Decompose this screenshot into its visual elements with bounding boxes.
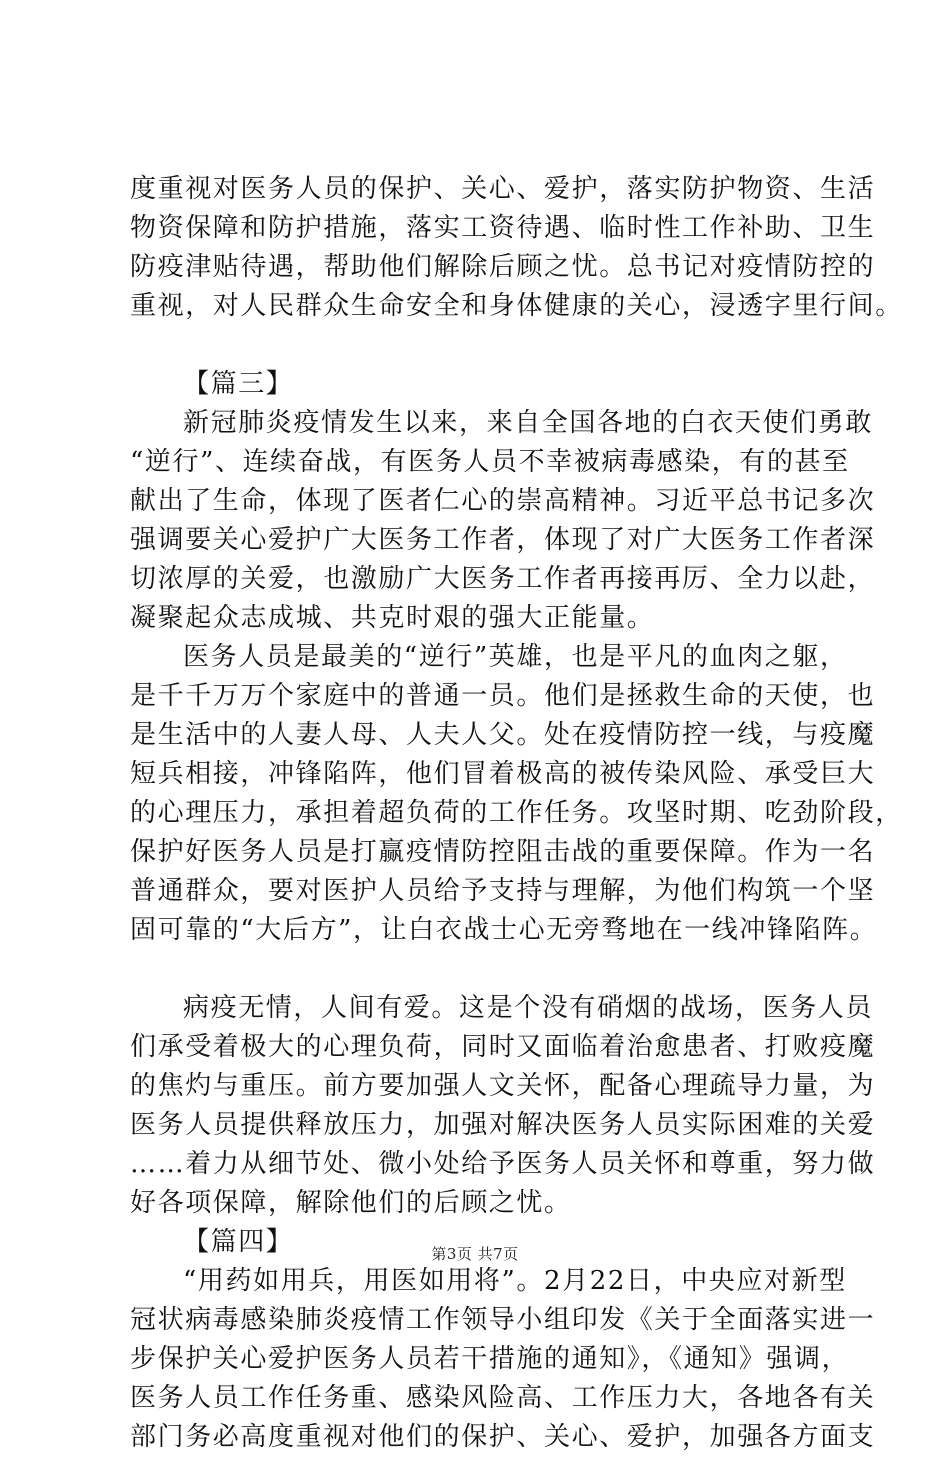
text-line: 医务人员工作任务重、感染风险高、工作压力大，各地各有关 [130,1383,876,1413]
text-line: 重视，对人民群众生命安全和身体健康的关心，浸透字里行间。 [130,291,903,321]
page-number-footer: 第3页 共7页 [431,1245,519,1263]
paragraph-gap [130,950,830,989]
text-line: 防疫津贴待遇，帮助他们解除后顾之忧。总书记对疫情防控的 [130,252,876,282]
text-line: 们承受着极大的心理负荷，同时又面临着治愈患者、打败疫魔 [130,1032,876,1062]
text-line: 保护好医务人员是打赢疫情防控阻击战的重要保障。作为一名 [130,837,876,867]
text-line: ……着力从细节处、微小处给予医务人员关怀和尊重，努力做 [130,1149,876,1179]
text-line: 献出了生命，体现了医者仁心的崇高精神。习近平总书记多次 [130,486,876,516]
text-line: 的焦灼与重压。前方要加强人文关怀，配备心理疏导力量，为 [130,1071,876,1101]
text-line: 物资保障和防护措施，落实工资待遇、临时性工作补助、卫生 [130,213,876,243]
text-line: 度重视对医务人员的保护、关心、爱护，落实防护物资、生活 [130,174,876,204]
text-line: 新冠肺炎疫情发生以来，来自全国各地的白衣天使们勇敢 [183,408,874,438]
text-line: 强调要关心爱护广大医务工作者，体现了对广大医务工作者深 [130,525,876,555]
section-heading: 【篇四】 [183,1227,294,1257]
text-line: 短兵相接，冲锋陷阵，他们冒着极高的被传染风险、承受巨大 [130,759,876,789]
section-heading: 【篇三】 [183,369,294,399]
text-line: “逆行”、连续奋战，有医务人员不幸被病毒感染，有的甚至 [130,447,850,477]
text-line: 固可靠的“大后方”，让白衣战士心无旁骛地在一线冲锋陷阵。 [130,915,878,945]
text-line: 医务人员是最美的“逆行”英雄，也是平凡的血肉之躯， [183,642,848,672]
text-line: 切浓厚的关爱，也激励广大医务工作者再接再厉、全力以赴， [130,564,876,594]
paragraph-gap [130,326,830,365]
text-line: 好各项保障，解除他们的后顾之忧。 [130,1188,572,1218]
text-line: 步保护关心爱护医务人员若干措施的通知》，《通知》强调， [130,1344,850,1374]
text-line: 是生活中的人妻人母、人夫人父。处在疫情防控一线，与疫魔 [130,720,876,750]
text-line: “用药如用兵，用医如用将”。2月22日，中央应对新型 [183,1266,847,1296]
text-line: 的心理压力，承担着超负荷的工作任务。攻坚时期、吃劲阶段， [130,798,903,828]
text-line: 医务人员提供释放压力，加强对解决医务人员实际困难的关爱 [130,1110,876,1140]
text-line: 部门务必高度重视对他们的保护、关心、爱护，加强各方面支 [130,1422,876,1452]
text-line: 病疫无情，人间有爱。这是个没有硝烟的战场，医务人员 [183,993,874,1023]
text-line: 凝聚起众志成城、共克时艰的强大正能量。 [130,603,655,633]
text-line: 普通群众，要对医护人员给予支持与理解，为他们构筑一个坚 [130,876,876,906]
text-line: 冠状病毒感染肺炎疫情工作领导小组印发《关于全面落实进一 [130,1305,876,1335]
text-line: 是千千万万个家庭中的普通一员。他们是拯救生命的天使，也 [130,681,876,711]
